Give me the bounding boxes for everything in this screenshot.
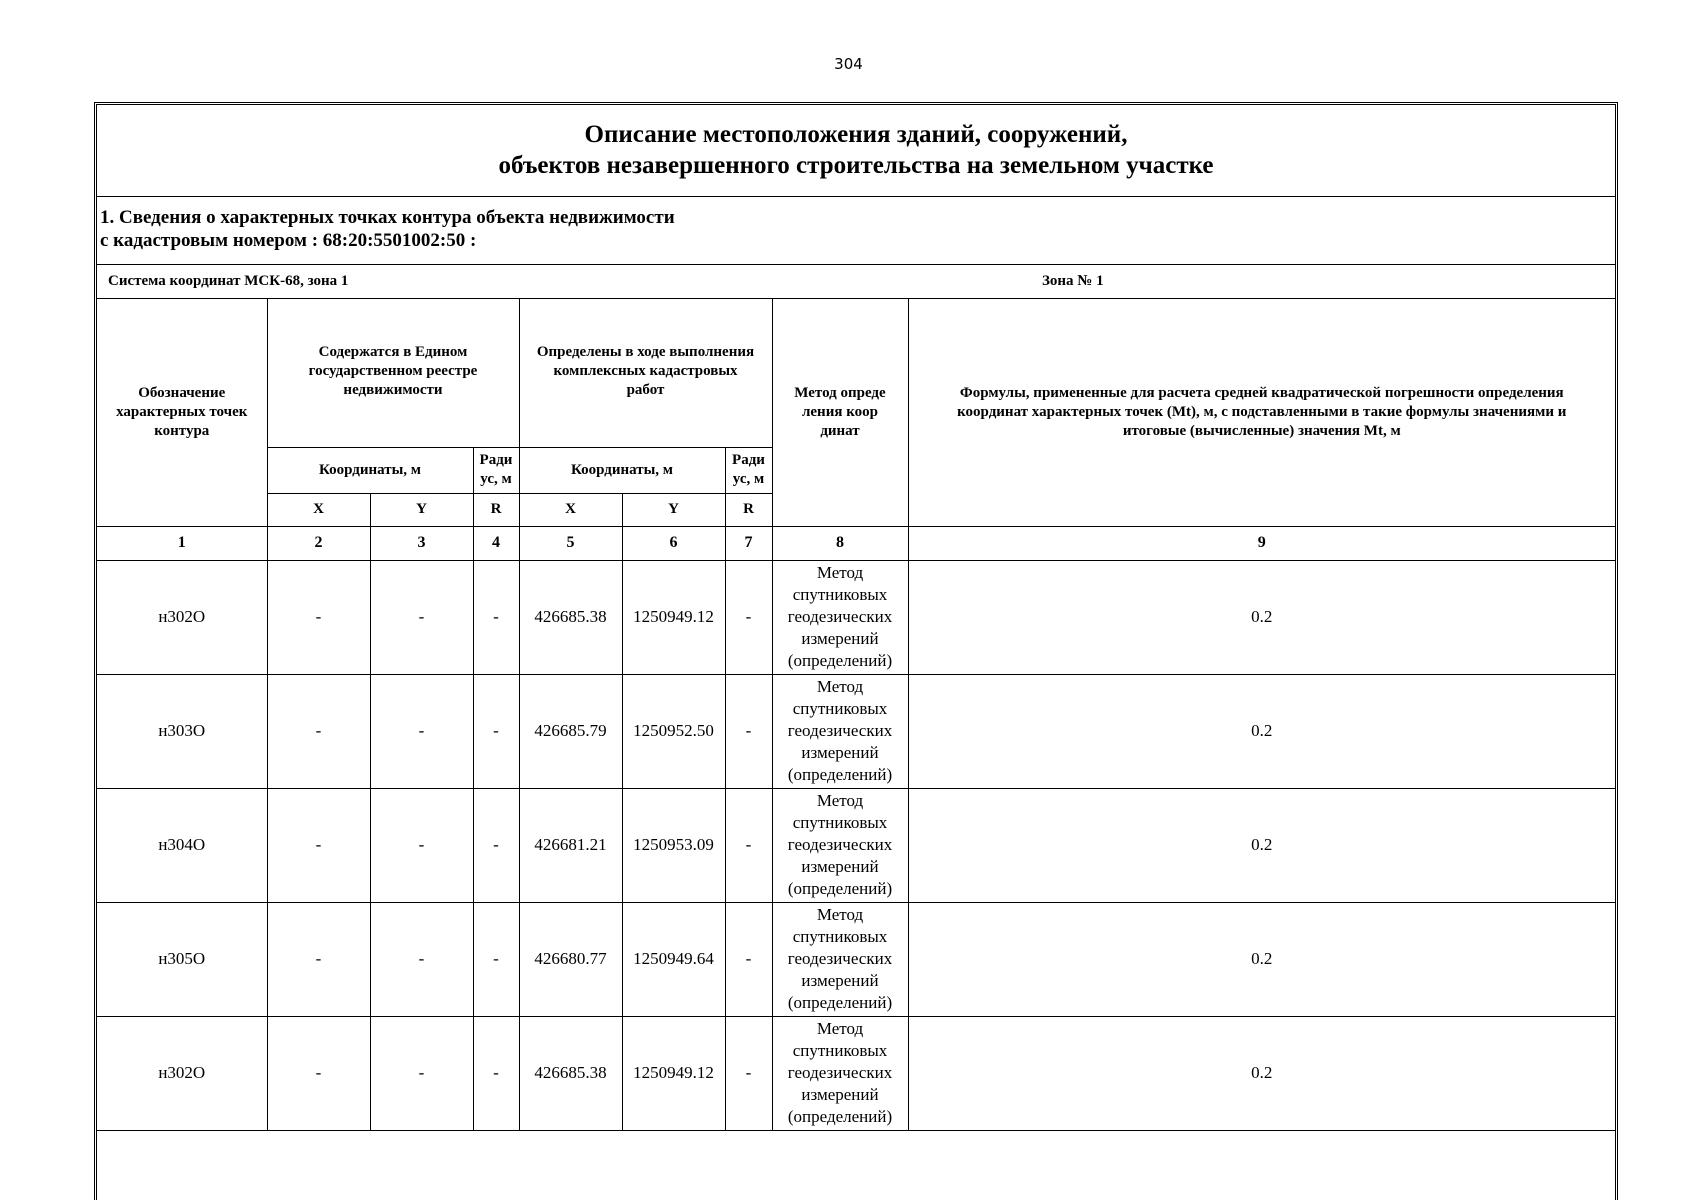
mt-value: 0.2 xyxy=(908,674,1615,788)
mt-value: 0.2 xyxy=(908,1016,1615,1130)
egrn-x: - xyxy=(267,1016,370,1130)
egrn-r: - xyxy=(473,560,519,674)
table-row xyxy=(97,674,1615,788)
column-number: 2 xyxy=(267,526,370,560)
header-kkr-y: Y xyxy=(622,493,725,526)
page-number: 304 xyxy=(834,55,863,73)
coordinate-system-bar xyxy=(97,265,1615,299)
column-number: 6 xyxy=(622,526,725,560)
egrn-x: - xyxy=(267,560,370,674)
radius: - xyxy=(725,902,772,1016)
egrn-r: - xyxy=(473,674,519,788)
column-number: 5 xyxy=(519,526,622,560)
point-designation: н302О xyxy=(97,560,267,674)
column-number: 8 xyxy=(772,526,908,560)
column-number-row xyxy=(97,526,1615,560)
egrn-y: - xyxy=(370,560,473,674)
header-method: Метод опреде ления коор динат xyxy=(772,299,908,526)
coord-x: 426685.38 xyxy=(519,560,622,674)
method: Метод спутниковых геодезических измерений (определений) xyxy=(772,1016,908,1130)
header-kkr-coords: Координаты, м xyxy=(519,447,725,493)
point-designation: н302О xyxy=(97,1016,267,1130)
header-kkr-radius: Ради ус, м xyxy=(725,447,772,493)
coord-y: 1250949.12 xyxy=(622,1016,725,1130)
header-kkr-r: R xyxy=(725,493,772,526)
coord-x: 426681.21 xyxy=(519,788,622,902)
egrn-y: - xyxy=(370,674,473,788)
mt-value: 0.2 xyxy=(908,788,1615,902)
radius: - xyxy=(725,674,772,788)
method: Метод спутниковых геодезических измерений (определений) xyxy=(772,674,908,788)
radius: - xyxy=(725,1016,772,1130)
column-number: 1 xyxy=(97,526,267,560)
points-table xyxy=(97,299,1615,1131)
header-egrn-r: R xyxy=(473,493,519,526)
egrn-y: - xyxy=(370,788,473,902)
egrn-y: - xyxy=(370,902,473,1016)
table-row xyxy=(97,788,1615,902)
header-egrn-radius: Ради ус, м xyxy=(473,447,519,493)
coord-y: 1250953.09 xyxy=(622,788,725,902)
document-sheet xyxy=(94,102,1618,1200)
column-number: 3 xyxy=(370,526,473,560)
header-egrn-x: X xyxy=(267,493,370,526)
point-designation: н305О xyxy=(97,902,267,1016)
column-number: 4 xyxy=(473,526,519,560)
column-number: 7 xyxy=(725,526,772,560)
method: Метод спутниковых геодезических измерений (определений) xyxy=(772,902,908,1016)
coord-x: 426680.77 xyxy=(519,902,622,1016)
title-line-1: Описание местоположения зданий, сооружений, xyxy=(584,121,1128,148)
egrn-r: - xyxy=(473,1016,519,1130)
document-title xyxy=(97,105,1615,197)
section-line-1: 1. Сведения о характерных точках контура объекта недвижимости xyxy=(100,207,675,228)
radius: - xyxy=(725,560,772,674)
point-designation: н303О xyxy=(97,674,267,788)
coord-y: 1250949.12 xyxy=(622,560,725,674)
coord-x: 426685.79 xyxy=(519,674,622,788)
egrn-x: - xyxy=(267,788,370,902)
egrn-y: - xyxy=(370,1016,473,1130)
header-kkr-x: X xyxy=(519,493,622,526)
column-number: 9 xyxy=(908,526,1615,560)
radius: - xyxy=(725,788,772,902)
header-kkr: Определены в ходе выполнения комплексных кадастровых работ xyxy=(519,299,772,447)
section-heading xyxy=(97,197,1615,265)
table-row xyxy=(97,902,1615,1016)
coordinate-system-label: Система координат МСК-68, зона 1 xyxy=(108,273,349,289)
egrn-x: - xyxy=(267,674,370,788)
header-formulas: Формулы, примененные для расчета средней квадратической погрешности определения координат характерных точек (Mt), м, с подставленными в такие формулы значениями и итоговые (вычисленные) значения Mt, м xyxy=(908,299,1615,526)
title-line-2: объектов незавершенного строительства на земельном участке xyxy=(498,152,1214,179)
header-egrn-y: Y xyxy=(370,493,473,526)
coord-y: 1250949.64 xyxy=(622,902,725,1016)
section-line-2: с кадастровым номером : 68:20:5501002:50 : xyxy=(100,230,477,251)
header-egrn-coords: Координаты, м xyxy=(267,447,473,493)
zone-label: Зона № 1 xyxy=(1042,273,1104,289)
mt-value: 0.2 xyxy=(908,560,1615,674)
table-row xyxy=(97,560,1615,674)
coord-y: 1250952.50 xyxy=(622,674,725,788)
header-designation: Обозначение характерных точек контура xyxy=(97,299,267,526)
header-egrn: Содержатся в Едином государственном реестре недвижимости xyxy=(267,299,519,447)
egrn-r: - xyxy=(473,788,519,902)
method: Метод спутниковых геодезических измерений (определений) xyxy=(772,560,908,674)
mt-value: 0.2 xyxy=(908,902,1615,1016)
egrn-x: - xyxy=(267,902,370,1016)
egrn-r: - xyxy=(473,902,519,1016)
point-designation: н304О xyxy=(97,788,267,902)
method: Метод спутниковых геодезических измерений (определений) xyxy=(772,788,908,902)
table-row xyxy=(97,1016,1615,1130)
coord-x: 426685.38 xyxy=(519,1016,622,1130)
